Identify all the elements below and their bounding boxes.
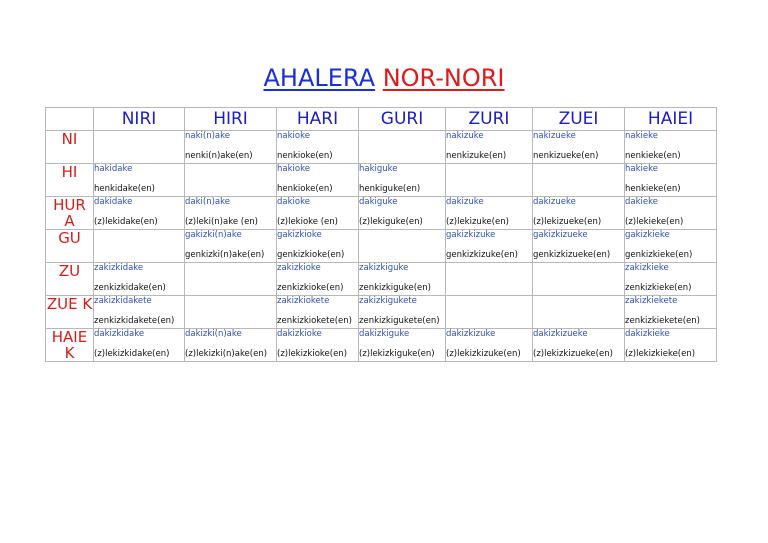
form-past: genkizkioke(en)	[277, 250, 345, 260]
form-present: dakizuke	[446, 197, 484, 207]
form-past: (z)lekieke(en)	[625, 217, 684, 227]
form-past: genkizkieke(en)	[625, 250, 693, 260]
table-row	[46, 329, 717, 362]
table-cell	[94, 230, 185, 263]
table-cell	[533, 263, 625, 296]
form-past: (z)lekizki(n)ake(en)	[185, 349, 268, 359]
table-cell	[446, 164, 533, 197]
form-present: dakidake	[94, 197, 133, 207]
form-present: gakizkieke	[625, 230, 670, 240]
table-cell	[94, 263, 185, 296]
form-past	[446, 283, 532, 293]
form-present	[533, 296, 624, 306]
form-past: (z)lekizkioke(en)	[277, 349, 348, 359]
row-header: HUR A	[46, 197, 94, 230]
conjugation-table	[45, 107, 717, 362]
form-present: hakiguke	[359, 164, 398, 174]
col-header-niri: NIRI	[94, 108, 185, 131]
form-past: nenkioke(en)	[277, 151, 333, 161]
form-past: zenkizkieke(en)	[625, 283, 692, 293]
form-present	[94, 230, 184, 240]
form-present: zakizkieke	[625, 263, 669, 273]
row-header: HAIE K	[46, 329, 94, 362]
form-past: genkizkizuke(en)	[446, 250, 518, 260]
form-past	[185, 283, 276, 293]
form-past: zenkizkidake(en)	[94, 283, 166, 293]
col-header-haiei: HAIEI	[625, 108, 717, 131]
form-past	[359, 250, 445, 260]
table-cell	[185, 197, 277, 230]
table-cell	[94, 329, 185, 362]
page-title	[0, 63, 768, 93]
form-present: gakizkizuke	[446, 230, 496, 240]
table-row	[46, 263, 717, 296]
table-cell	[533, 164, 625, 197]
form-past: genkizkizueke(en)	[533, 250, 611, 260]
table-cell	[625, 164, 717, 197]
form-present: zakizkiguke	[359, 263, 409, 273]
form-present: dakiguke	[359, 197, 398, 207]
form-present: gakizkioke	[277, 230, 322, 240]
form-past: (z)lekizkizuke(en)	[446, 349, 521, 359]
form-past: (z)lekioke (en)	[277, 217, 338, 227]
title-part-2: NOR-NORI	[382, 64, 505, 92]
form-present: dakizkidake	[94, 329, 145, 339]
form-past: (z)leki(n)ake (en)	[185, 217, 258, 227]
form-present: zakizkidakete	[94, 296, 152, 306]
table-cell	[359, 164, 446, 197]
col-header-hiri: HIRI	[185, 108, 277, 131]
form-past: nenkizuke(en)	[446, 151, 507, 161]
form-present: nakieke	[625, 131, 658, 141]
form-present	[359, 230, 445, 240]
form-present: dakizki(n)ake	[185, 329, 242, 339]
table-cell	[446, 296, 533, 329]
table-cell	[625, 131, 717, 164]
table-cell	[185, 164, 277, 197]
table-cell	[94, 131, 185, 164]
table-cell	[185, 329, 277, 362]
table-cell	[277, 263, 359, 296]
form-present: dakieke	[625, 197, 658, 207]
form-present: gakizki(n)ake	[185, 230, 242, 240]
form-past	[533, 316, 624, 326]
form-past: (z)lekidake(en)	[94, 217, 158, 227]
form-present	[446, 296, 532, 306]
form-present	[533, 263, 624, 273]
form-past: (z)lekizkizueke(en)	[533, 349, 613, 359]
table-cell	[625, 329, 717, 362]
table-row	[46, 230, 717, 263]
form-present: zakizkigukete	[359, 296, 417, 306]
table-cell	[185, 263, 277, 296]
form-past: (z)lekizkiguke(en)	[359, 349, 435, 359]
form-past: nenki(n)ake(en)	[185, 151, 253, 161]
form-past: nenkieke(en)	[625, 151, 681, 161]
form-past	[446, 316, 532, 326]
table-cell	[625, 230, 717, 263]
row-header: ZU	[46, 263, 94, 296]
form-present: gakizkizueke	[533, 230, 588, 240]
table-cell	[277, 296, 359, 329]
table-cell	[359, 131, 446, 164]
table-cell	[446, 329, 533, 362]
table-cell	[277, 329, 359, 362]
table-cell	[446, 197, 533, 230]
form-past	[94, 250, 184, 260]
table-cell	[185, 230, 277, 263]
form-past	[185, 184, 276, 194]
header-row	[46, 108, 717, 131]
table-cell	[625, 296, 717, 329]
table-cell	[625, 197, 717, 230]
form-present	[446, 164, 532, 174]
table-cell	[533, 329, 625, 362]
form-past: (z)lekizuke(en)	[446, 217, 509, 227]
table-row	[46, 164, 717, 197]
form-past: henkieke(en)	[625, 184, 681, 194]
form-present	[359, 131, 445, 141]
table-cell	[446, 131, 533, 164]
col-header-guri: GURI	[359, 108, 446, 131]
table-cell	[277, 164, 359, 197]
form-present	[185, 296, 276, 306]
corner-cell	[46, 108, 94, 131]
table-cell	[94, 296, 185, 329]
form-past: zenkizkiguke(en)	[359, 283, 431, 293]
table-cell	[625, 263, 717, 296]
table-row	[46, 131, 717, 164]
form-present: dakizueke	[533, 197, 576, 207]
form-present: hakioke	[277, 164, 310, 174]
form-present: nakizuke	[446, 131, 484, 141]
form-present	[185, 263, 276, 273]
form-past: henkidake(en)	[94, 184, 155, 194]
form-past	[185, 316, 276, 326]
table-cell	[94, 164, 185, 197]
form-past: zenkizkioke(en)	[277, 283, 344, 293]
form-present	[185, 164, 276, 174]
form-past: zenkizkidakete(en)	[94, 316, 175, 326]
form-past: (z)lekizkieke(en)	[625, 349, 696, 359]
table-row	[46, 296, 717, 329]
title-part-1: AHALERA	[263, 64, 376, 92]
form-past	[94, 151, 184, 161]
form-present: dakizkizueke	[533, 329, 588, 339]
table-cell	[359, 197, 446, 230]
form-past	[533, 184, 624, 194]
row-header: NI	[46, 131, 94, 164]
row-header: GU	[46, 230, 94, 263]
form-present: dakizkiguke	[359, 329, 410, 339]
form-present: naki(n)ake	[185, 131, 230, 141]
form-present: nakioke	[277, 131, 310, 141]
form-present: zakizkiokete	[277, 296, 330, 306]
form-present	[533, 164, 624, 174]
table-cell	[446, 263, 533, 296]
form-present: dakizkieke	[625, 329, 670, 339]
form-past: (z)lekizkidake(en)	[94, 349, 170, 359]
table-cell	[359, 263, 446, 296]
table-row	[46, 197, 717, 230]
form-present	[94, 131, 184, 141]
form-present	[446, 263, 532, 273]
table-cell	[277, 197, 359, 230]
form-present: zakizkidake	[94, 263, 144, 273]
col-header-zuei: ZUEI	[533, 108, 625, 131]
form-present: zakizkioke	[277, 263, 321, 273]
form-present: zakizkiekete	[625, 296, 678, 306]
table-cell	[446, 230, 533, 263]
row-header: ZUE K	[46, 296, 94, 329]
table-cell	[185, 131, 277, 164]
form-present: dakizkizuke	[446, 329, 496, 339]
col-header-hari: HARI	[277, 108, 359, 131]
row-header: HI	[46, 164, 94, 197]
table-cell	[185, 296, 277, 329]
form-past: zenkizkiokete(en)	[277, 316, 352, 326]
form-present: dakizkioke	[277, 329, 322, 339]
table-cell	[533, 197, 625, 230]
form-past: zenkizkigukete(en)	[359, 316, 440, 326]
form-past	[359, 151, 445, 161]
table-cell	[533, 131, 625, 164]
form-present: hakieke	[625, 164, 658, 174]
table-body	[46, 131, 717, 362]
form-past: henkioke(en)	[277, 184, 333, 194]
table-cell	[359, 296, 446, 329]
form-past: zenkizkiekete(en)	[625, 316, 700, 326]
table-cell	[359, 329, 446, 362]
form-present: nakizueke	[533, 131, 576, 141]
table-cell	[277, 230, 359, 263]
form-present: dakioke	[277, 197, 310, 207]
form-past	[533, 283, 624, 293]
form-past: genkizki(n)ake(en)	[185, 250, 265, 260]
table-cell	[359, 230, 446, 263]
table-cell	[94, 197, 185, 230]
col-header-zuri: ZURI	[446, 108, 533, 131]
form-past	[446, 184, 532, 194]
table-cell	[277, 131, 359, 164]
form-present: daki(n)ake	[185, 197, 230, 207]
form-present: hakidake	[94, 164, 133, 174]
table-cell	[533, 230, 625, 263]
form-past: nenkizueke(en)	[533, 151, 599, 161]
form-past: henkiguke(en)	[359, 184, 421, 194]
table-cell	[533, 296, 625, 329]
form-past: (z)lekiguke(en)	[359, 217, 423, 227]
form-past: (z)lekizueke(en)	[533, 217, 602, 227]
